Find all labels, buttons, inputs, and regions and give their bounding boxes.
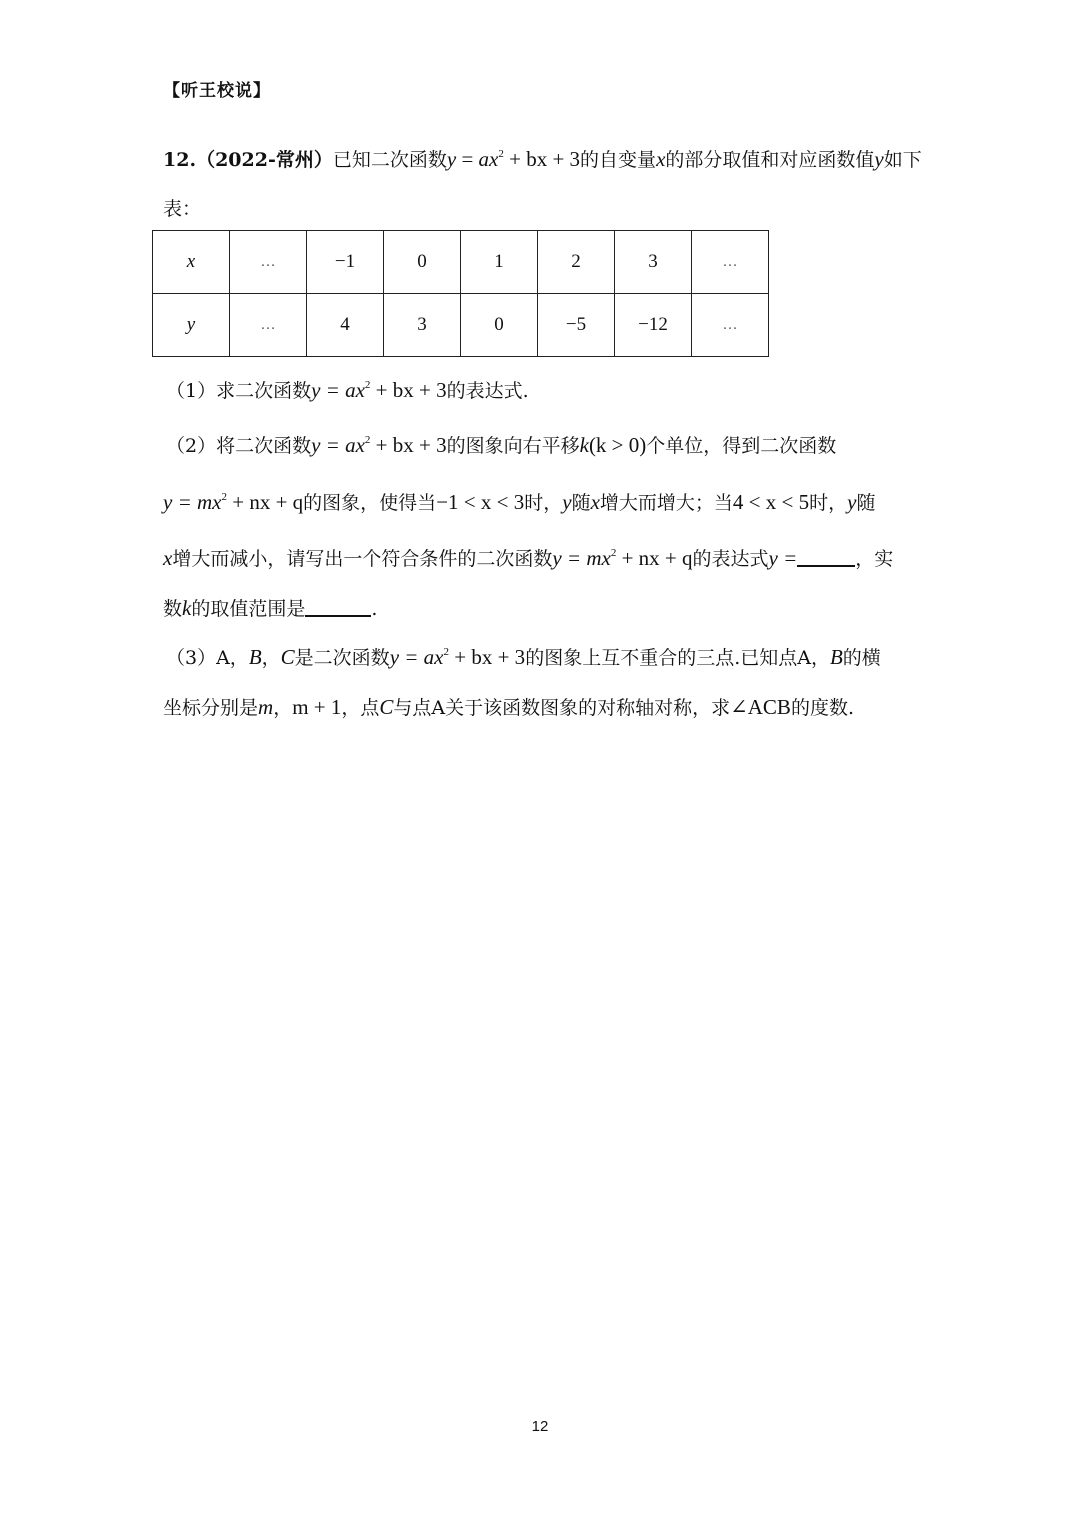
table-cell: −1 xyxy=(307,231,384,294)
value-table xyxy=(152,230,769,357)
answer-blank-k-range[interactable] xyxy=(305,597,371,617)
table-row-x xyxy=(153,231,769,294)
table-row-y xyxy=(153,294,769,357)
table-cell: … xyxy=(692,231,769,294)
function-expression: $y = ax^2$ + bx + 3 xyxy=(446,147,581,171)
header-tag: 【听王校说】 xyxy=(163,81,271,101)
table-cell: … xyxy=(230,294,307,357)
range-expression-2: 4 < x < 5 xyxy=(732,490,810,514)
stem-text: 的自变量 xyxy=(580,149,657,171)
stem-text: 如下 xyxy=(883,149,922,171)
table-cell: 2 xyxy=(538,231,615,294)
table-cell: … xyxy=(692,294,769,357)
function-expression: $y = ax^2$ + bx + 3 xyxy=(389,645,526,669)
function-expression: $y = ax^2$ + bx + 3 xyxy=(311,378,447,402)
page-number: 12 xyxy=(531,1418,549,1435)
question-source: （2022-常州） xyxy=(196,149,333,171)
table-cell: −5 xyxy=(538,294,615,357)
question-number: 12. xyxy=(163,149,197,171)
part-1: （1）求二次函数$y = ax^2$ + bx + 3的表达式. xyxy=(166,378,529,402)
function-expression: $y = ax^2$ + bx + 3 xyxy=(311,433,447,457)
k-condition: (k > 0) xyxy=(588,433,647,457)
table-cell: 3 xyxy=(615,231,692,294)
part-3-line-1: （3）A，B，C是二次函数$y = ax^2$ + bx + 3的图象上互不重合的三点.已知点A，B的横 xyxy=(166,645,881,669)
range-expression-1: −1 < x < 3 xyxy=(436,490,525,514)
stem-text: 的部分取值和对应函数值 xyxy=(665,149,875,171)
variable-x: x xyxy=(656,147,666,171)
shifted-function-expression: $y = mx^2$ + nx + q xyxy=(552,546,693,570)
answer-blank-expression[interactable] xyxy=(797,547,855,567)
part-2-line-3: x增大而减小，请写出一个符合条件的二次函数$y = mx^2$ + nx + q的表达式y = ，实 xyxy=(163,546,894,570)
shifted-function-expression: $y = mx^2$ + nx + q xyxy=(163,490,304,514)
part-3-line-2: 坐标分别是m，m + 1，点C与点A关于该函数图象的对称轴对称，求∠ACB的度数. xyxy=(163,695,854,719)
angle-expression: ∠ACB xyxy=(730,695,791,719)
question-stem-line-1 xyxy=(163,144,922,175)
row-label: x xyxy=(153,231,230,294)
table-cell: 0 xyxy=(384,231,461,294)
part-2-line-1: （2）将二次函数$y = ax^2$ + bx + 3的图象向右平移k(k > 0)个单位，得到二次函数 xyxy=(166,433,837,457)
part-2-line-4: 数k的取值范围是 . xyxy=(163,596,378,620)
stem-text: 已知二次函数 xyxy=(332,149,447,171)
row-label: y xyxy=(153,294,230,357)
table-cell: 1 xyxy=(461,231,538,294)
table-cell: 4 xyxy=(307,294,384,357)
variable-k: k xyxy=(579,433,589,457)
part-2-line-2: $y = mx^2$ + nx + q的图象，使得当−1 < x < 3时，y随x增大而增大；当4 < x < 5时，y随 xyxy=(163,490,876,514)
table-cell: 0 xyxy=(461,294,538,357)
table-cell: 3 xyxy=(384,294,461,357)
variable-y: y xyxy=(874,147,884,171)
table-cell: −12 xyxy=(615,294,692,357)
question-stem-line-2: 表： xyxy=(163,198,202,220)
table-cell: … xyxy=(230,231,307,294)
